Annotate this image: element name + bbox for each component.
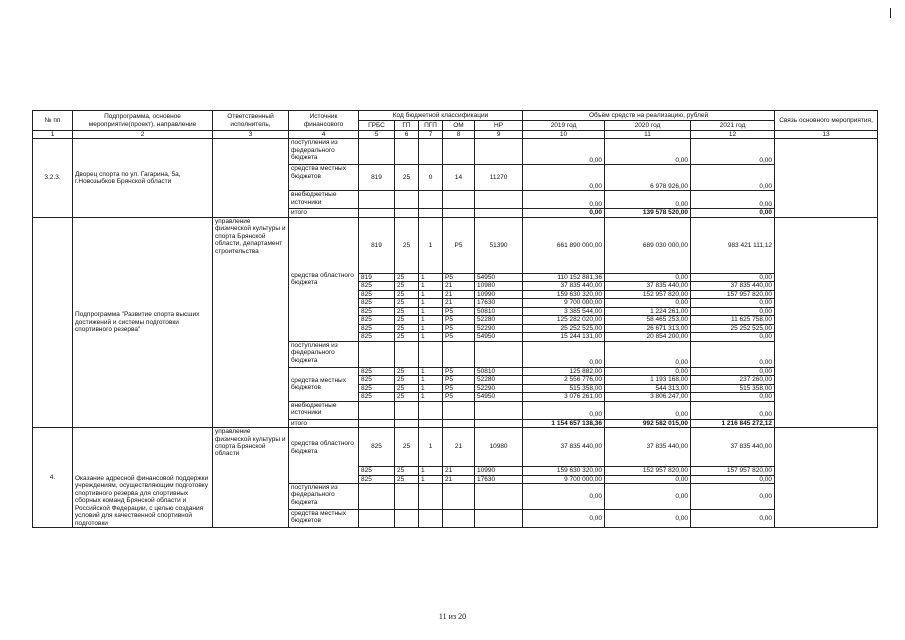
header-pgp: ПГП: [419, 121, 443, 131]
amount-2021: 157 957 820,00: [691, 467, 775, 475]
code-om: Р5: [443, 384, 475, 392]
row-name: Оказание адресной финансовой поддержки учреждениям, осуществляющим подготовку спортивного резерва для спортивных сборных команд Брянской области и Российской Федерации, с целью создания условий для качественной спортивной подготовки: [73, 428, 213, 528]
amount-2020: 689 030 000,00: [605, 217, 691, 273]
amount-2019: 125 282 020,00: [523, 316, 605, 324]
amount-2019: 0,00: [523, 483, 605, 509]
header-program: Подпрограмма, основное мероприятие(проект), направление: [73, 111, 213, 131]
amount-2021: 0,00: [691, 273, 775, 281]
amount-2019: 9 700 000,00: [523, 299, 605, 307]
code-grbs: 825: [359, 282, 395, 290]
amount-2019: 661 890 000,00: [523, 217, 605, 273]
amount-2020: 0,00: [605, 401, 691, 419]
code-gp: 25: [395, 367, 419, 375]
code-grbs: 825: [359, 475, 395, 483]
amount-2020: 0,00: [605, 475, 691, 483]
code-gp: 25: [395, 384, 419, 392]
amount-2019: 0,00: [523, 341, 605, 367]
page-number: 11 из 20: [438, 612, 467, 621]
row-link: [775, 217, 878, 427]
total-2019: 1 154 657 138,36: [523, 419, 605, 427]
code-nr: 17630: [475, 299, 523, 307]
amount-2020: 0,00: [605, 273, 691, 281]
row-number: 3.2.3.: [33, 139, 73, 217]
header-code-group: Код бюджетной классификации: [359, 111, 523, 121]
code-grbs: 825: [359, 333, 395, 341]
source-label: внебюджетные источники: [289, 401, 359, 419]
code-gp: 25: [395, 324, 419, 332]
amount-2021: 237 260,00: [691, 376, 775, 384]
amount-2021: 157 957 820,00: [691, 290, 775, 298]
amount-2020: 37 835 440,00: [605, 282, 691, 290]
amount-2021: 11 625 758,00: [691, 316, 775, 324]
code-gp: 25: [395, 393, 419, 401]
code-pgp: 1: [419, 290, 443, 298]
col-number: 13: [775, 131, 878, 139]
code-nr: 54950: [475, 273, 523, 281]
source-label: средства местных бюджетов: [289, 165, 359, 191]
code-nr: 52290: [475, 384, 523, 392]
code-pgp: 1: [419, 282, 443, 290]
code-pgp: 1: [419, 393, 443, 401]
code-nr: 52280: [475, 376, 523, 384]
header-amount-group: Объём средств на реализацию, рублей: [523, 111, 775, 121]
code-gp: 25: [395, 333, 419, 341]
col-number: 5: [359, 131, 395, 139]
amount-2020: 37 835 440,00: [605, 428, 691, 467]
row-name: Дворец спорта по ул. Гагарина, 5а, г.Новозыбков Брянской области: [73, 139, 213, 217]
amount-2019: 0,00: [523, 165, 605, 191]
amount-2019: 159 630 320,00: [523, 467, 605, 475]
total-2020: 139 578 520,00: [605, 209, 691, 217]
col-number: 12: [691, 131, 775, 139]
code-pgp: 1: [419, 376, 443, 384]
table-row: [33, 428, 878, 467]
header-year-2021: 2021 год: [691, 121, 775, 131]
amount-2021: 37 835 440,00: [691, 282, 775, 290]
header-source: Источник финансового: [289, 111, 359, 131]
col-number: 9: [475, 131, 523, 139]
code-nr: 50810: [475, 367, 523, 375]
code-grbs: 825: [359, 376, 395, 384]
amount-2020: 1 224 261,00: [605, 307, 691, 315]
amount-2020: 0,00: [605, 139, 691, 165]
total-2021: 0,00: [691, 209, 775, 217]
amount-2021: 983 421 111,12: [691, 217, 775, 273]
amount-2019: 0,00: [523, 401, 605, 419]
source-label: поступления из федерального бюджета: [289, 139, 359, 165]
total-2020: 992 582 015,00: [605, 419, 691, 427]
amount-2021: 0,00: [691, 191, 775, 209]
amount-2020: 20 854 200,00: [605, 333, 691, 341]
amount-2019: 159 630 320,00: [523, 290, 605, 298]
column-number-row: [33, 131, 878, 139]
amount-2019: 0,00: [523, 139, 605, 165]
code-pgp: 1: [419, 299, 443, 307]
code-nr: 10990: [475, 467, 523, 475]
code-om: 21: [443, 467, 475, 475]
code-gp: 25: [395, 273, 419, 281]
header-no: № пп: [33, 111, 73, 131]
code-om: 21: [443, 299, 475, 307]
code-om: Р5: [443, 273, 475, 281]
amount-2019: 15 244 131,00: [523, 333, 605, 341]
amount-2021: 0,00: [691, 165, 775, 191]
code-grbs: 825: [359, 324, 395, 332]
col-number: 4: [289, 131, 359, 139]
amount-2021: 0,00: [691, 367, 775, 375]
code-grbs: 819: [359, 217, 395, 273]
code-pgp: 1: [419, 333, 443, 341]
code-grbs: 825: [359, 384, 395, 392]
amount-2021: 37 835 440,00: [691, 428, 775, 467]
amount-2019: 2 556 776,00: [523, 376, 605, 384]
total-2021: 1 216 845 272,12: [691, 419, 775, 427]
amount-2021: 0,00: [691, 483, 775, 509]
amount-2020: 152 957 820,00: [605, 467, 691, 475]
code-nr: 50810: [475, 307, 523, 315]
source-label: поступления из федерального бюджета: [289, 341, 359, 367]
col-number: 7: [419, 131, 443, 139]
code-nr: 10980: [475, 428, 523, 467]
amount-2019: 0,00: [523, 191, 605, 209]
row-link: [775, 139, 878, 217]
row-number: 4.: [33, 428, 73, 528]
header-year-2020: 2020 год: [605, 121, 691, 131]
amount-2020: 6 978 926,00: [605, 165, 691, 191]
code-gp: 25: [395, 376, 419, 384]
amount-2020: 152 957 820,00: [605, 290, 691, 298]
amount-2019: 37 835 440,00: [523, 428, 605, 467]
col-number: 2: [73, 131, 213, 139]
amount-2021: 0,00: [691, 393, 775, 401]
amount-2019: 125 882,00: [523, 367, 605, 375]
scan-mark: [890, 8, 891, 18]
header-nr: НР: [475, 121, 523, 131]
code-om: 21: [443, 428, 475, 467]
amount-2020: 58 465 253,00: [605, 316, 691, 324]
code-pgp: 1: [419, 217, 443, 273]
amount-2019: 110 152 881,36: [523, 273, 605, 281]
amount-2020: 0,00: [605, 367, 691, 375]
code-om: Р5: [443, 376, 475, 384]
amount-2019: 0,00: [523, 509, 605, 527]
header-om: ОМ: [443, 121, 475, 131]
header-link: Связь основного мероприятия,: [775, 111, 878, 131]
code-pgp: 1: [419, 467, 443, 475]
source-label: поступления из федерального бюджета: [289, 483, 359, 509]
header-responsible: Ответственный исполнитель,: [213, 111, 289, 131]
source-label: средства областного бюджета: [289, 428, 359, 484]
code-pgp: 1: [419, 475, 443, 483]
amount-2021: 0,00: [691, 299, 775, 307]
code-grbs: 825: [359, 299, 395, 307]
code-grbs: 819: [359, 165, 395, 191]
amount-2021: 0,00: [691, 341, 775, 367]
row-link: [775, 428, 878, 528]
code-grbs: 825: [359, 290, 395, 298]
amount-2020: 544 313,00: [605, 384, 691, 392]
code-nr: 17630: [475, 475, 523, 483]
source-label: средства местных бюджетов: [289, 367, 359, 401]
code-om: 21: [443, 282, 475, 290]
code-nr: 54950: [475, 393, 523, 401]
code-pgp: 1: [419, 307, 443, 315]
code-om: 14: [443, 165, 475, 191]
col-number: 6: [395, 131, 419, 139]
amount-2019: 25 252 525,00: [523, 324, 605, 332]
code-grbs: 825: [359, 367, 395, 375]
code-pgp: 1: [419, 273, 443, 281]
amount-2021: 0,00: [691, 307, 775, 315]
row-responsible: [213, 139, 289, 217]
source-label: внебюджетные источники: [289, 191, 359, 209]
code-om: Р5: [443, 307, 475, 315]
code-gp: 25: [395, 316, 419, 324]
code-nr: 52290: [475, 324, 523, 332]
amount-2019: 3 385 544,00: [523, 307, 605, 315]
table-row: [33, 217, 878, 273]
amount-2020: 0,00: [605, 299, 691, 307]
code-nr: 51390: [475, 217, 523, 273]
table-header-row: [33, 111, 878, 121]
code-nr: 52280: [475, 316, 523, 324]
code-grbs: 825: [359, 428, 395, 467]
col-number: 1: [33, 131, 73, 139]
source-label: средства областного бюджета: [289, 217, 359, 341]
col-number: 8: [443, 131, 475, 139]
header-gp: ГП: [395, 121, 419, 131]
code-gp: 25: [395, 165, 419, 191]
amount-2020: 3 806 247,00: [605, 393, 691, 401]
code-om: 21: [443, 290, 475, 298]
code-gp: 25: [395, 467, 419, 475]
code-gp: 25: [395, 428, 419, 467]
col-number: 11: [605, 131, 691, 139]
code-gp: 25: [395, 299, 419, 307]
code-pgp: 1: [419, 324, 443, 332]
code-pgp: 1: [419, 367, 443, 375]
code-grbs: 825: [359, 316, 395, 324]
amount-2021: 0,00: [691, 401, 775, 419]
col-number: 3: [213, 131, 289, 139]
code-nr: 10990: [475, 290, 523, 298]
amount-2021: 0,00: [691, 509, 775, 527]
code-om: Р5: [443, 367, 475, 375]
amount-2020: 0,00: [605, 483, 691, 509]
code-grbs: 825: [359, 393, 395, 401]
header-grbs: ГРБС: [359, 121, 395, 131]
code-om: Р5: [443, 324, 475, 332]
amount-2020: 0,00: [605, 191, 691, 209]
amount-2021: 515 358,00: [691, 384, 775, 392]
source-label: итого: [289, 419, 359, 427]
code-grbs: 825: [359, 467, 395, 475]
table-row: [33, 139, 878, 165]
code-gp: 25: [395, 282, 419, 290]
code-nr: 10980: [475, 282, 523, 290]
amount-2019: 515 358,00: [523, 384, 605, 392]
header-year-2019: 2019 год: [523, 121, 605, 131]
code-grbs: 819: [359, 273, 395, 281]
row-responsible: управление физической культуры и спорта Брянской области, департамент строительства: [213, 217, 289, 427]
amount-2019: 9 700 000,00: [523, 475, 605, 483]
code-nr: 11270: [475, 165, 523, 191]
budget-table: [32, 110, 878, 528]
amount-2020: 26 671 313,00: [605, 324, 691, 332]
amount-2020: 1 193 168,00: [605, 376, 691, 384]
row-name: Подпрограмма "Развитие спорта высших достижений и системы подготовки спортивного резерва": [73, 217, 213, 427]
source-label: итого: [289, 209, 359, 217]
row-number: [33, 217, 73, 427]
col-number: 10: [523, 131, 605, 139]
amount-2021: 0,00: [691, 475, 775, 483]
code-pgp: 1: [419, 428, 443, 467]
code-gp: 25: [395, 307, 419, 315]
code-om: Р5: [443, 316, 475, 324]
amount-2019: 3 076 261,00: [523, 393, 605, 401]
amount-2021: 0,00: [691, 139, 775, 165]
amount-2019: 37 835 440,00: [523, 282, 605, 290]
amount-2020: 0,00: [605, 341, 691, 367]
source-label: средства местных бюджетов: [289, 509, 359, 527]
row-responsible: управление физической культуры и спорта Брянской области: [213, 428, 289, 528]
code-pgp: 0: [419, 165, 443, 191]
amount-2021: 25 252 525,00: [691, 324, 775, 332]
amount-2021: 0,00: [691, 333, 775, 341]
amount-2020: 0,00: [605, 509, 691, 527]
total-2019: 0,00: [523, 209, 605, 217]
code-om: Р5: [443, 217, 475, 273]
code-om: 21: [443, 475, 475, 483]
code-gp: 25: [395, 290, 419, 298]
code-grbs: 825: [359, 307, 395, 315]
code-pgp: 1: [419, 316, 443, 324]
code-pgp: 1: [419, 384, 443, 392]
code-om: Р5: [443, 333, 475, 341]
code-gp: 25: [395, 475, 419, 483]
code-gp: 25: [395, 217, 419, 273]
code-nr: 54950: [475, 333, 523, 341]
code-om: Р5: [443, 393, 475, 401]
